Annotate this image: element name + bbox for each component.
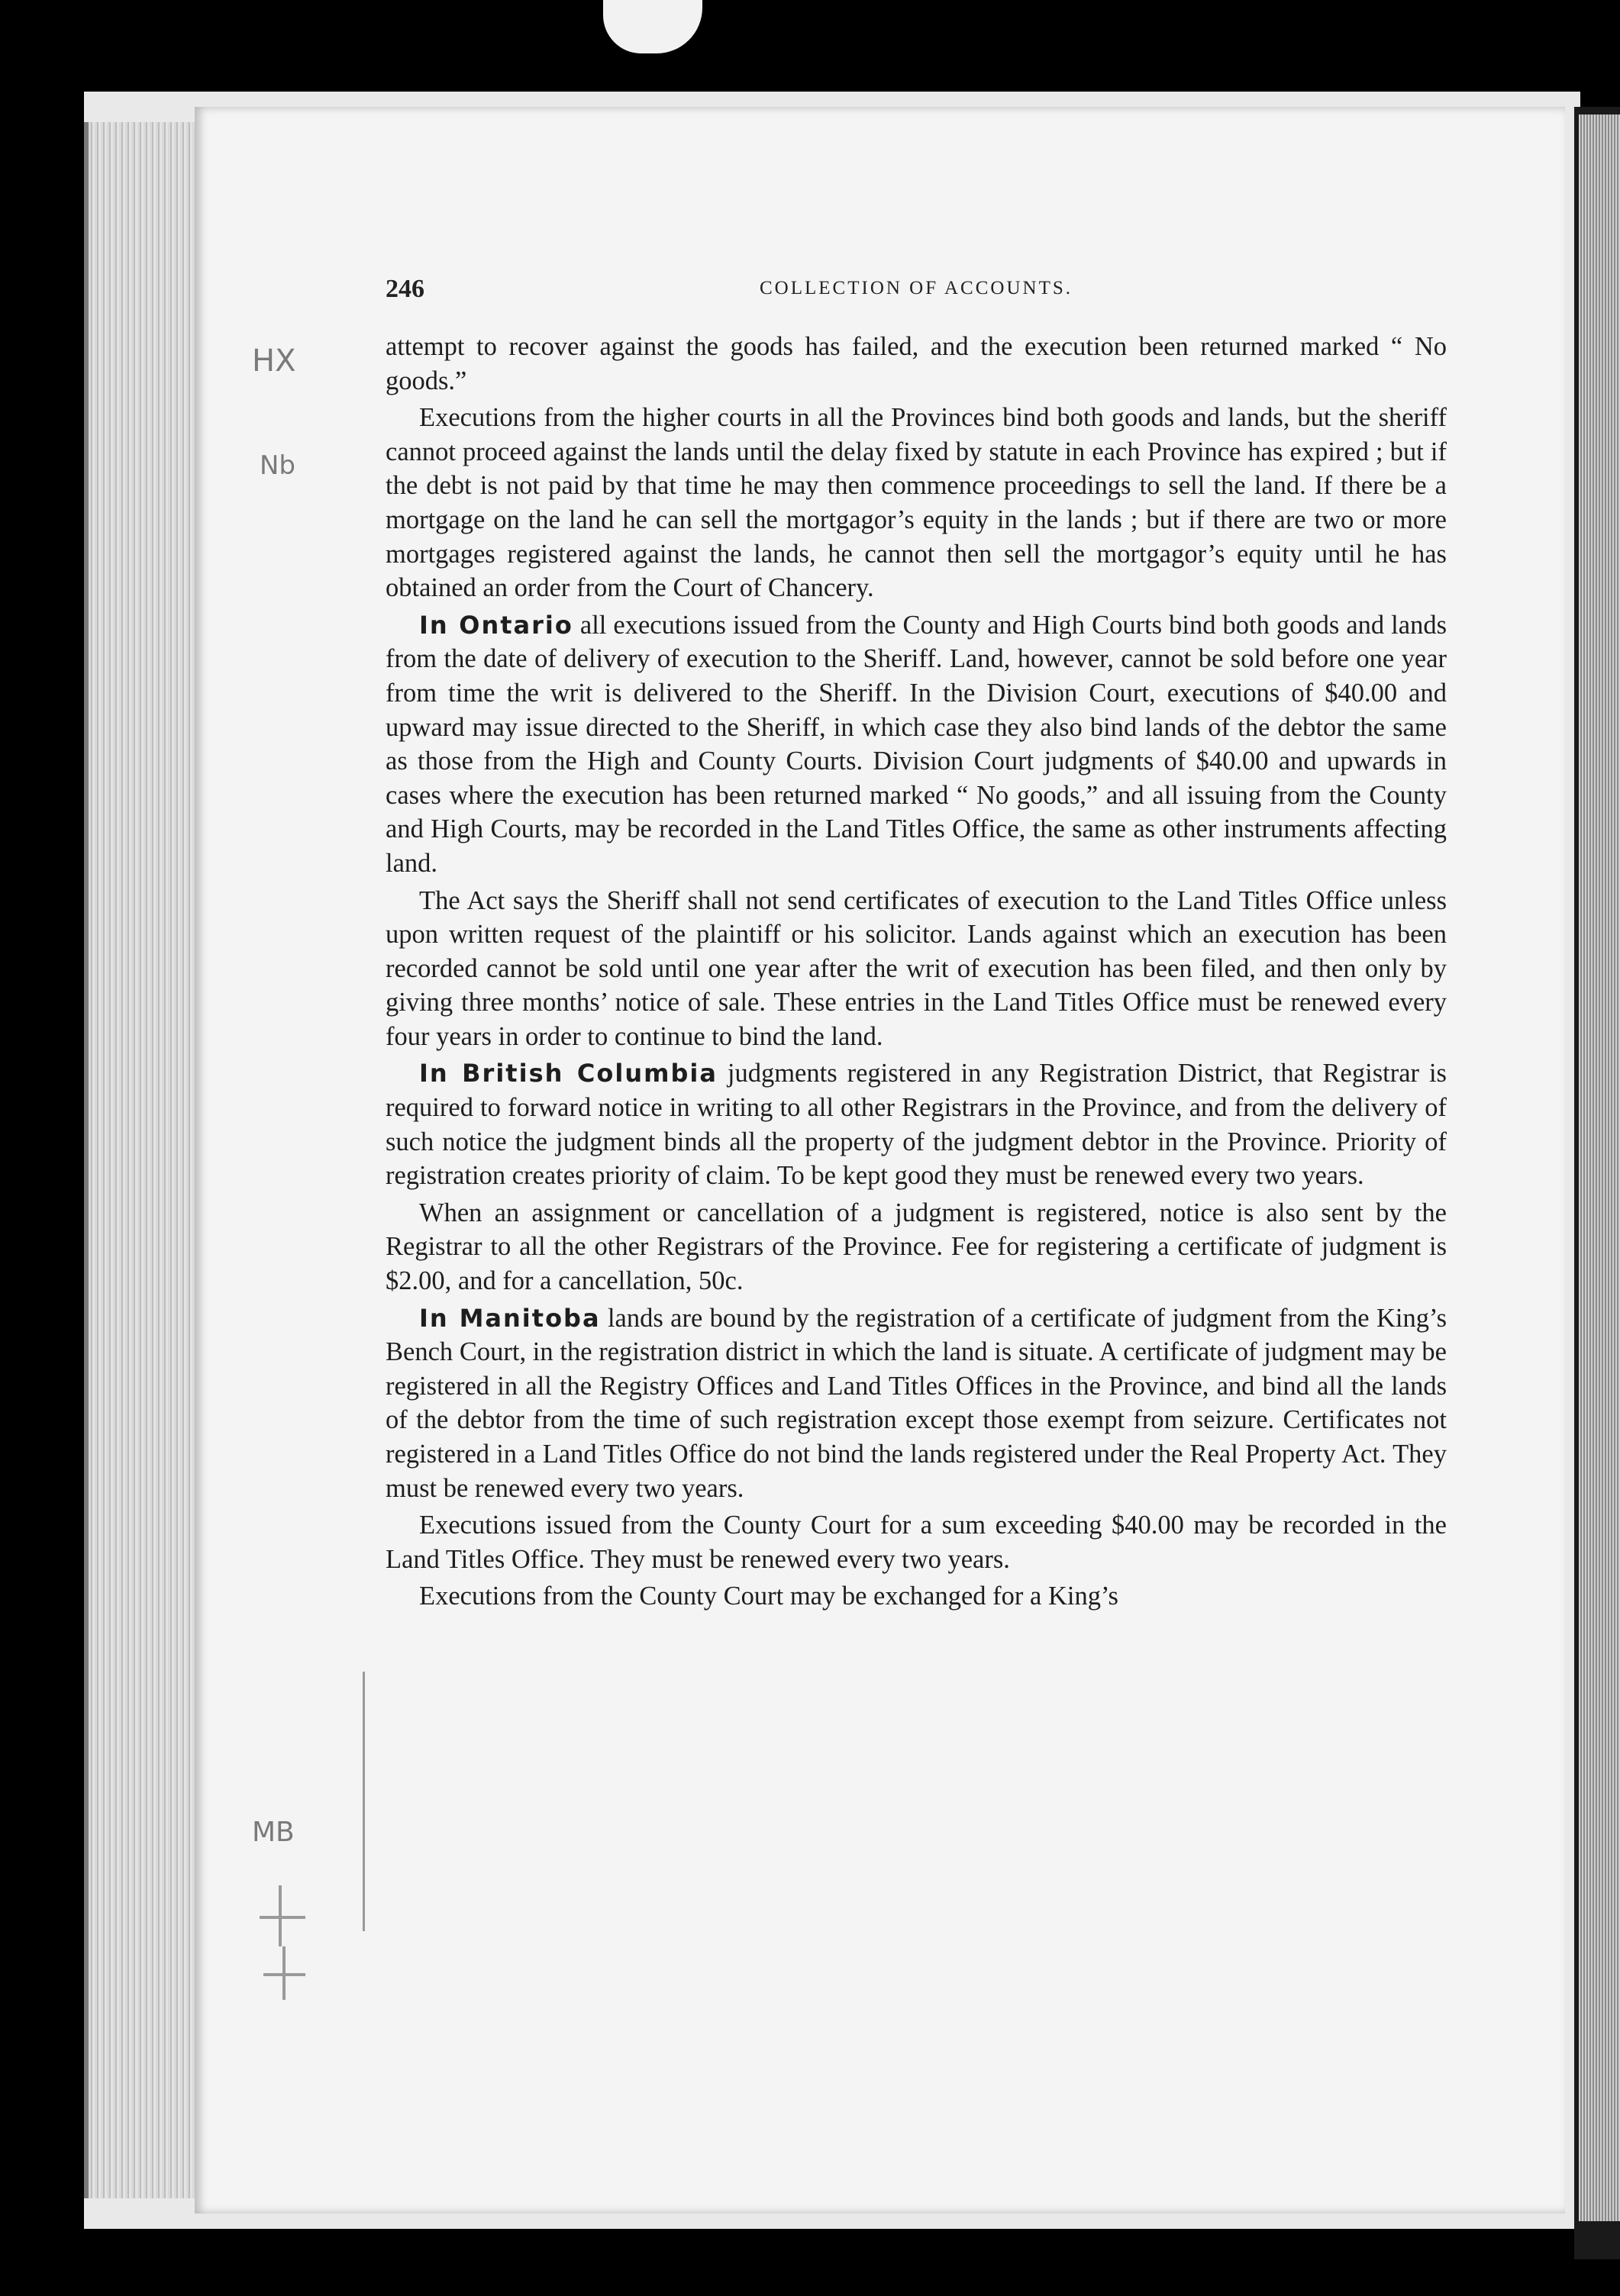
paragraph [386, 884, 1447, 1054]
province-heading: In Manitoba [419, 1303, 601, 1333]
paragraph [386, 330, 1447, 398]
running-title: COLLECTION OF ACCOUNTS. [760, 278, 1073, 298]
province-heading: In British Columbia [419, 1059, 718, 1088]
paragraph-text: The Act says the Sheriff shall not send certificates of execution to the Land Titles Office unless upon written request of the plaintiff or his solicitor. Lands against which an execution has been recorded cannot be sold until one year after the writ of execution has been filed, and then only by giving three months’ notice of sale. These entries in the Land Titles Office must be renewed every four years in order to continue to bind the land. [386, 885, 1447, 1051]
paragraph-text: judgments registered in any Registration District, that Registrar is required to forward notice in writing to all other Registrars in the Province, and from the delivery of such notice the judgment binds all the property of the judgment debtor in the Province. Priority of registration creates priority of claim. To be kept good they must be renewed every two years. [386, 1059, 1447, 1191]
paragraph [386, 1579, 1447, 1614]
body-text [386, 330, 1447, 1617]
paragraph-text: attempt to recover against the goods has failed, and the execution been returned marked “ No goods.” [386, 332, 1447, 395]
province-heading: In Ontario [419, 610, 573, 640]
page-header [386, 275, 1447, 305]
paragraph-text: all executions issued from the County and High Courts bind both goods and lands from the date of delivery of execution to the Sheriff. Land, however, cannot be sold before one year from time the writ is delivered to the Sheriff. In the Division Court, executions of $40.00 and upward may issue directed to the Sheriff, in which case they also bind lands of the debtor the same as those from the High and County Courts. Division Court judgments of $40.00 and upwards in cases where the execution has been returned marked “ No goods,” and all issuing from the County and High Courts, may be recorded in the Land Titles Office, the same as other instruments affecting land. [386, 610, 1447, 878]
ink-cross-mark [260, 1916, 305, 1919]
margin-bracket-line [363, 1672, 365, 1931]
paragraph-text: Executions issued from the County Court for a sum exceeding $40.00 may be recorded in the Land Titles Office. They must be renewed every two years. [386, 1511, 1447, 1574]
margin-note-3: MB [252, 1817, 295, 1848]
paragraph [386, 608, 1447, 881]
paragraph [386, 1508, 1447, 1576]
ink-cross-mark [263, 1973, 305, 1976]
paragraph-text: Executions from the higher courts in all the Provinces bind both goods and lands, but the sheriff cannot proceed against the lands until the delay fixed by statute in each Province has expired ; but if the debt is not paid by that time he may then commence proceedings to sell the land. If there be a mortgage on the land he can sell the mortgagor’s equity in the lands ; but if there are two or more mortgages registered against the lands, he cannot then sell the mortgagor’s equity until he has obtained an order from the Court of Chancery. [386, 403, 1447, 603]
paragraph [386, 1196, 1447, 1298]
page-number: 246 [386, 275, 424, 303]
paragraph-text: When an assignment or cancellation of a judgment is registered, notice is also sent by the Registrar to all the other Registrars of the Province. Fee for registering a certificate of judgment is $2.00, and for a cancellation, 50c. [386, 1198, 1447, 1296]
paragraph [386, 1056, 1447, 1192]
paragraph [386, 401, 1447, 605]
paragraph-text: Executions from the County Court may be exchanged for a King’s [419, 1582, 1118, 1611]
page-edges [84, 122, 203, 2198]
paragraph-text: lands are bound by the registration of a certificate of judgment from the King’s Bench Court, in the registration district in which the land is situate. A certificate of judgment may be registered in all the Registry Offices and Land Titles Offices in the Province, and bind all the lands of the debtor from the time of such registration except those exempt from seizure. Certificates not registered in a Land Titles Office do not bind the lands registered under the Real Property Act. They must be renewed every two years. [386, 1303, 1447, 1503]
margin-note-2: Nb [260, 450, 296, 481]
margin-annotations [244, 336, 382, 2091]
scan-artifact [603, 0, 702, 53]
paragraph [386, 1301, 1447, 1506]
facing-page-edge [1579, 114, 1620, 2221]
margin-note-1: HX [252, 343, 296, 379]
